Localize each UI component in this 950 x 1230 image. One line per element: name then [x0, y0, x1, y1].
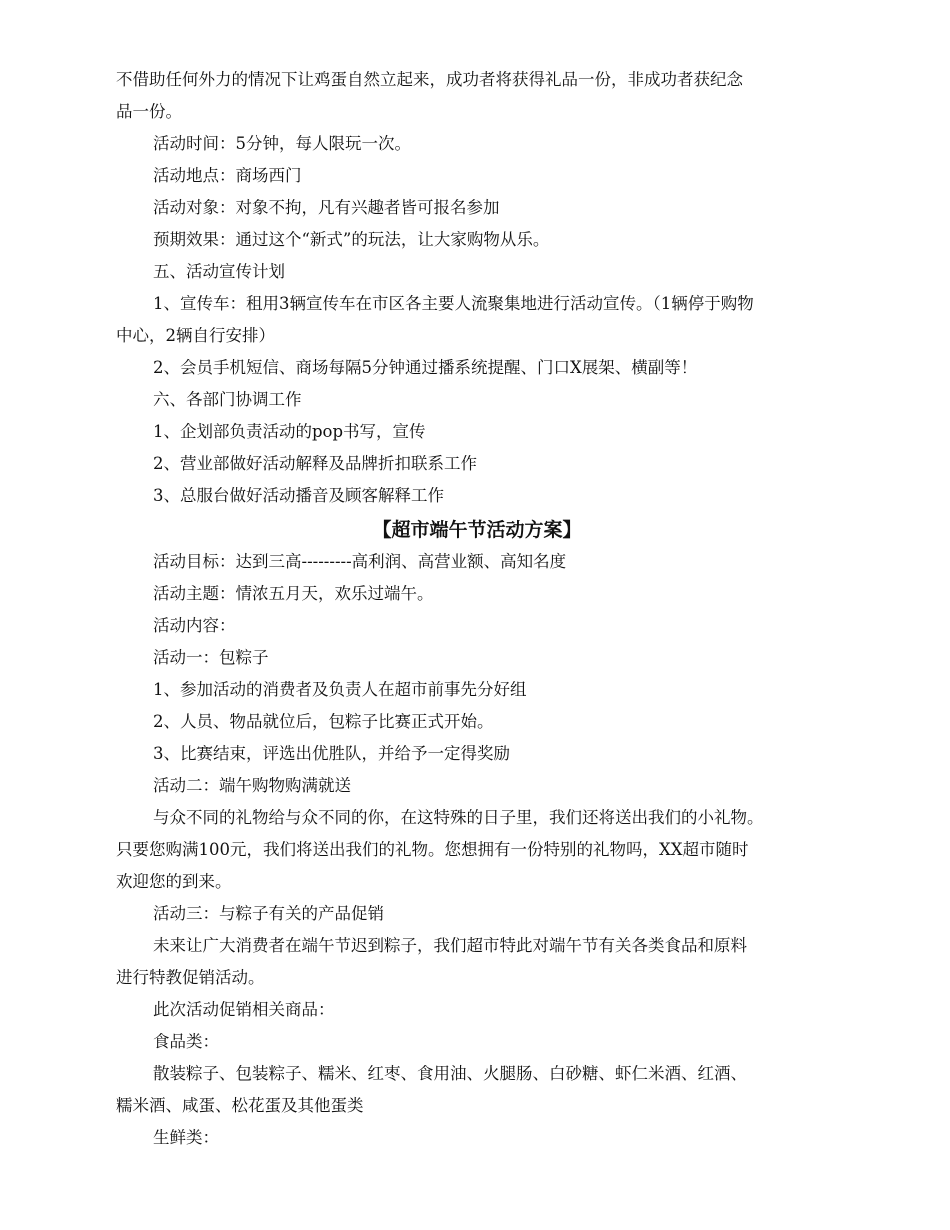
section-heading-coordination: 六、各部门协调工作 [153, 390, 302, 409]
text-line: 活动一：包粽子 [153, 648, 269, 667]
text-line: 生鲜类： [153, 1128, 219, 1147]
text-line: 2、人员、物品就位后，包粽子比赛正式开始。 [153, 712, 494, 731]
text-line: 预期效果：通过这个“新式”的玩法，让大家购物从乐。 [153, 230, 550, 249]
text-line: 进行特教促销活动。 [116, 968, 265, 987]
text-line: 与众不同的礼物给与众不同的你，在这特殊的日子里，我们还将送出我们的小礼物。 [153, 808, 764, 827]
text-line: 散装粽子、包装粽子、糯米、红枣、食用油、火腿肠、白砂糖、虾仁米酒、红酒、 [153, 1064, 747, 1083]
document-body [116, 64, 838, 1154]
text-line: 3、比赛结束，评选出优胜队，并给予一定得奖励 [153, 744, 510, 763]
text-line: 食品类： [153, 1032, 219, 1051]
text-line: 中心，2辆自行安排） [116, 326, 275, 345]
text-line: 此次活动促销相关商品： [153, 1000, 335, 1019]
text-line: 活动内容： [153, 616, 236, 635]
text-line: 1、参加活动的消费者及负责人在超市前事先分好组 [153, 680, 527, 699]
text-line: 2、营业部做好活动解释及品牌折扣联系工作 [153, 454, 477, 473]
text-line: 未来让广大消费者在端午节迟到粽子，我们超市特此对端午节有关各类食品和原料 [153, 936, 747, 955]
text-line: 糯米酒、咸蛋、松花蛋及其他蛋类 [116, 1096, 364, 1115]
text-line: 只要您购满100元，我们将送出我们的礼物。您想拥有一份特别的礼物吗，XX超市随时 [116, 840, 749, 859]
text-line: 欢迎您的到来。 [116, 872, 232, 891]
text-line: 1、企划部负责活动的pop书写，宣传 [153, 422, 426, 441]
text-line: 1、宣传车：租用3辆宣传车在市区各主要人流聚集地进行活动宣传。（1辆停于购物 [153, 294, 754, 313]
text-line: 不借助任何外力的情况下让鸡蛋自然立起来，成功者将获得礼品一份，非成功者获纪念 [116, 70, 743, 89]
text-line: 活动地点：商场西门 [153, 166, 302, 185]
text-line: 活动二：端午购物购满就送 [153, 776, 351, 795]
text-line: 3、总服台做好活动播音及顾客解释工作 [153, 486, 444, 505]
text-line: 活动对象：对象不拘，凡有兴趣者皆可报名参加 [153, 198, 500, 217]
section-heading-publicity: 五、活动宣传计划 [153, 262, 285, 281]
document-title: 【超市端午节活动方案】 [372, 519, 582, 541]
text-line: 活动时间：5分钟，每人限玩一次。 [153, 134, 411, 153]
text-line: 2、会员手机短信、商场每隔5分钟通过播系统提醒、门口X展架、横副等！ [153, 358, 698, 377]
text-line: 活动三：与粽子有关的产品促销 [153, 904, 384, 923]
text-line: 品一份。 [116, 102, 182, 121]
text-line: 活动主题：情浓五月天，欢乐过端午。 [153, 584, 434, 603]
text-line: 活动目标：达到三高---------高利润、高营业额、高知名度 [153, 552, 567, 571]
